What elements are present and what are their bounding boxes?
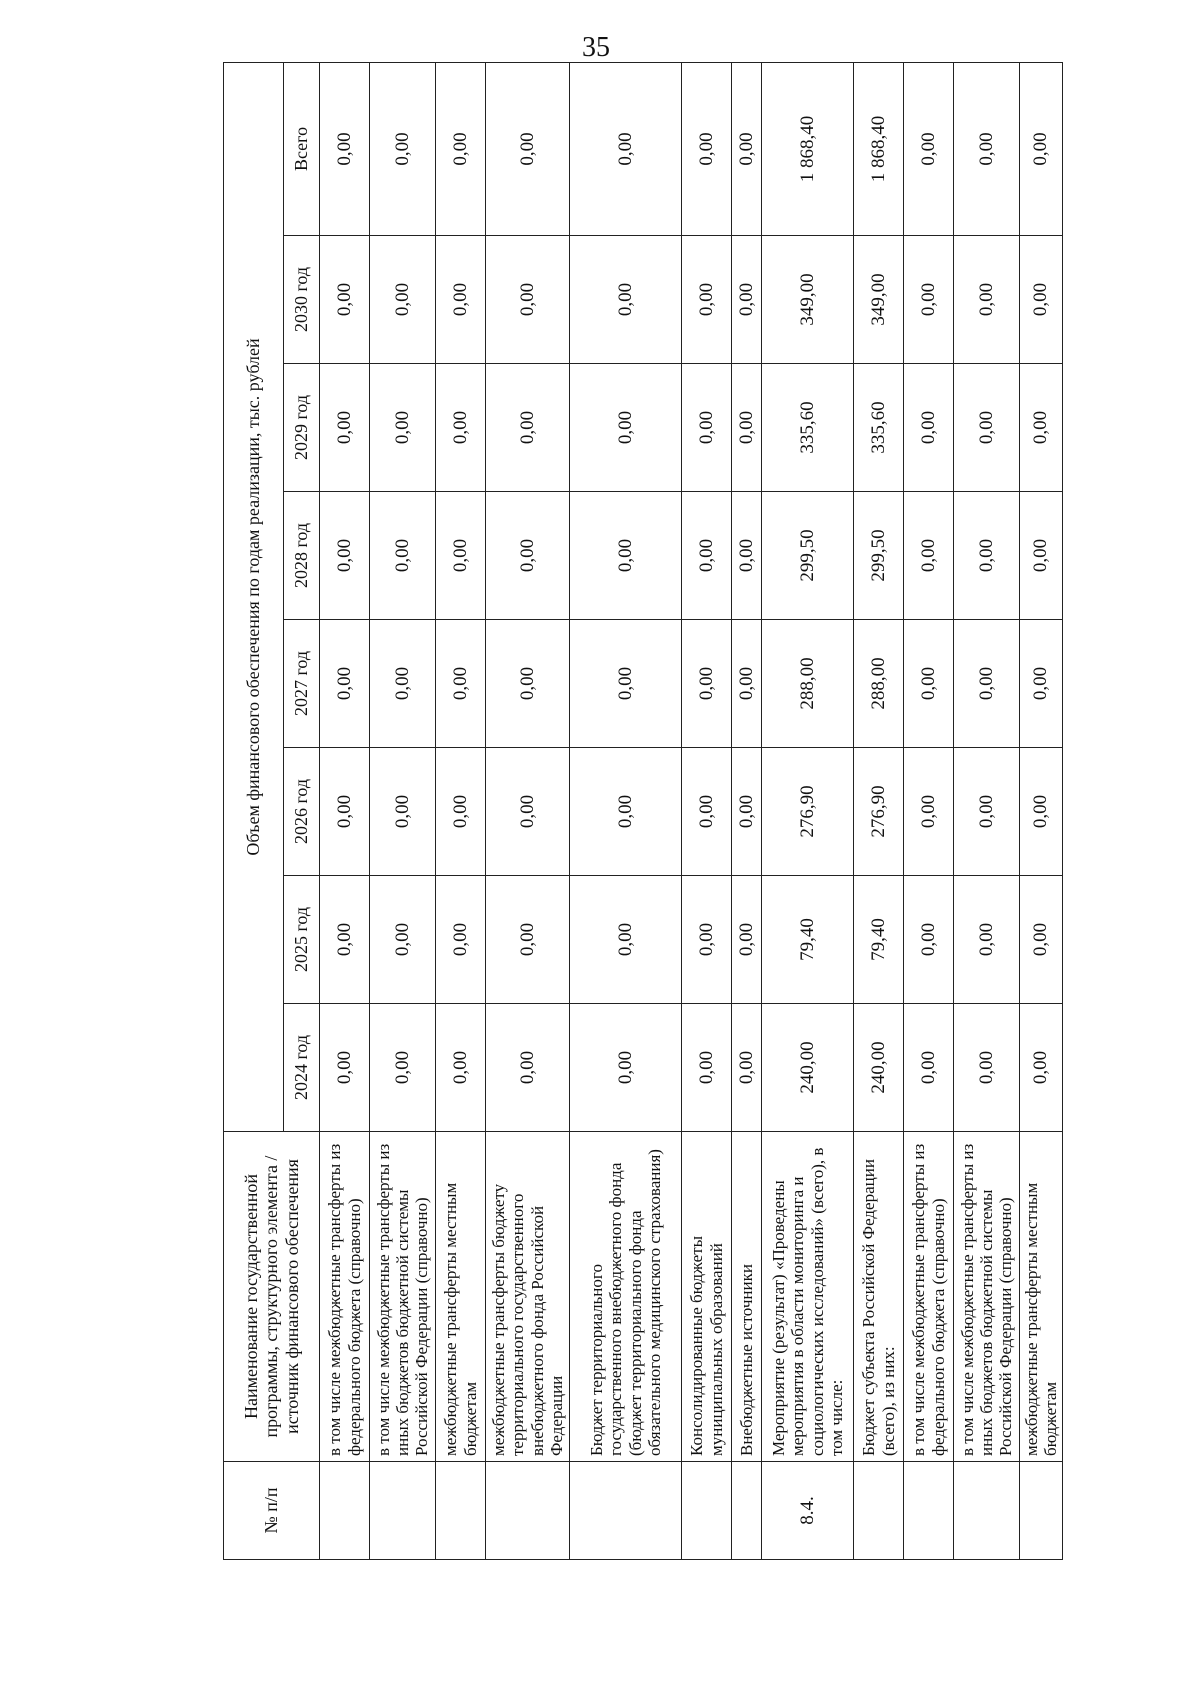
row-year-value: 0,00 bbox=[570, 620, 682, 748]
header-year-2029: 2029 год bbox=[284, 364, 320, 492]
row-number bbox=[1020, 1462, 1063, 1560]
row-year-value: 0,00 bbox=[436, 236, 486, 364]
row-year-value: 0,00 bbox=[370, 620, 436, 748]
row-year-value: 79,40 bbox=[762, 876, 854, 1004]
row-year-value: 0,00 bbox=[682, 236, 732, 364]
row-year-value: 299,50 bbox=[762, 492, 854, 620]
row-year-value: 335,60 bbox=[854, 364, 904, 492]
row-number bbox=[854, 1462, 904, 1560]
table-row bbox=[732, 62, 762, 1559]
row-source-name: Консолидированные бюджеты муниципальных образований bbox=[682, 1132, 732, 1462]
row-year-value: 0,00 bbox=[732, 748, 762, 876]
row-year-value: 0,00 bbox=[732, 620, 762, 748]
row-year-value: 0,00 bbox=[436, 492, 486, 620]
row-total-value: 0,00 bbox=[570, 62, 682, 235]
table-row bbox=[682, 62, 732, 1559]
row-year-value: 0,00 bbox=[320, 492, 370, 620]
row-number bbox=[370, 1462, 436, 1560]
row-year-value: 0,00 bbox=[904, 620, 954, 748]
row-year-value: 0,00 bbox=[486, 876, 570, 1004]
page-number: 35 bbox=[582, 32, 610, 63]
header-year-2026: 2026 год bbox=[284, 748, 320, 876]
row-year-value: 0,00 bbox=[682, 492, 732, 620]
row-year-value: 0,00 bbox=[486, 236, 570, 364]
table-row bbox=[370, 62, 436, 1559]
row-number bbox=[904, 1462, 954, 1560]
row-source-name: Мероприятие (результат) «Проведены мероприятия в области мониторинга и социологических исследований» (всего), в том числе: bbox=[762, 1132, 854, 1462]
header-year-2028: 2028 год bbox=[284, 492, 320, 620]
row-year-value: 0,00 bbox=[954, 492, 1020, 620]
row-year-value: 0,00 bbox=[1020, 1004, 1063, 1132]
row-year-value: 0,00 bbox=[486, 1004, 570, 1132]
row-year-value: 0,00 bbox=[1020, 236, 1063, 364]
row-year-value: 276,90 bbox=[762, 748, 854, 876]
row-total-value: 1 868,40 bbox=[854, 62, 904, 235]
row-year-value: 0,00 bbox=[570, 364, 682, 492]
table-body bbox=[320, 62, 1063, 1559]
table-row bbox=[570, 62, 682, 1559]
row-total-value: 0,00 bbox=[682, 62, 732, 235]
row-year-value: 0,00 bbox=[954, 876, 1020, 1004]
row-year-value: 0,00 bbox=[1020, 748, 1063, 876]
row-year-value: 0,00 bbox=[954, 364, 1020, 492]
row-year-value: 0,00 bbox=[320, 748, 370, 876]
row-year-value: 0,00 bbox=[732, 492, 762, 620]
row-year-value: 0,00 bbox=[904, 236, 954, 364]
table-row bbox=[954, 62, 1020, 1559]
row-source-name: межбюджетные трансферты местным бюджетам bbox=[436, 1132, 486, 1462]
row-year-value: 0,00 bbox=[904, 492, 954, 620]
table-row bbox=[436, 62, 486, 1559]
row-year-value: 0,00 bbox=[954, 620, 1020, 748]
row-year-value: 349,00 bbox=[854, 236, 904, 364]
table-row bbox=[762, 62, 854, 1559]
row-year-value: 0,00 bbox=[732, 236, 762, 364]
row-year-value: 0,00 bbox=[1020, 492, 1063, 620]
row-year-value: 0,00 bbox=[486, 492, 570, 620]
header-year-2027: 2027 год bbox=[284, 620, 320, 748]
row-year-value: 0,00 bbox=[1020, 364, 1063, 492]
row-year-value: 0,00 bbox=[436, 1004, 486, 1132]
row-source-name: в том числе межбюджетные трансферты из иных бюджетов бюджетной системы Российской Федерации (справочно) bbox=[370, 1132, 436, 1462]
row-year-value: 0,00 bbox=[904, 748, 954, 876]
row-year-value: 299,50 bbox=[854, 492, 904, 620]
row-year-value: 0,00 bbox=[682, 748, 732, 876]
row-year-value: 0,00 bbox=[732, 1004, 762, 1132]
row-total-value: 0,00 bbox=[370, 62, 436, 235]
row-year-value: 0,00 bbox=[1020, 620, 1063, 748]
row-year-value: 0,00 bbox=[320, 364, 370, 492]
row-year-value: 79,40 bbox=[854, 876, 904, 1004]
row-total-value: 0,00 bbox=[320, 62, 370, 235]
row-source-name: Бюджет субъекта Российской Федерации (всего), из них: bbox=[854, 1132, 904, 1462]
row-year-value: 240,00 bbox=[854, 1004, 904, 1132]
row-year-value: 0,00 bbox=[904, 1004, 954, 1132]
row-year-value: 335,60 bbox=[762, 364, 854, 492]
row-source-name: в том числе межбюджетные трансферты из иных бюджетов бюджетной системы Российской Федерации (справочно) bbox=[954, 1132, 1020, 1462]
row-year-value: 0,00 bbox=[732, 364, 762, 492]
row-year-value: 0,00 bbox=[570, 236, 682, 364]
row-year-value: 0,00 bbox=[682, 364, 732, 492]
row-year-value: 240,00 bbox=[762, 1004, 854, 1132]
row-year-value: 288,00 bbox=[854, 620, 904, 748]
row-number bbox=[486, 1462, 570, 1560]
row-source-name: в том числе межбюджетные трансферты из федерального бюджета (справочно) bbox=[904, 1132, 954, 1462]
row-year-value: 0,00 bbox=[570, 492, 682, 620]
header-name: Наименование государственной программы, структурного элемента / источник финансового обеспечения bbox=[224, 1132, 320, 1462]
row-year-value: 0,00 bbox=[954, 748, 1020, 876]
row-year-value: 0,00 bbox=[954, 236, 1020, 364]
row-year-value: 0,00 bbox=[570, 876, 682, 1004]
row-number bbox=[682, 1462, 732, 1560]
row-source-name: Внебюджетные источники bbox=[732, 1132, 762, 1462]
row-year-value: 0,00 bbox=[320, 620, 370, 748]
row-year-value: 0,00 bbox=[732, 876, 762, 1004]
table-row bbox=[1020, 62, 1063, 1559]
row-year-value: 0,00 bbox=[370, 748, 436, 876]
row-year-value: 0,00 bbox=[904, 364, 954, 492]
table-row bbox=[320, 62, 370, 1559]
row-year-value: 0,00 bbox=[954, 1004, 1020, 1132]
row-year-value: 0,00 bbox=[570, 748, 682, 876]
row-source-name: межбюджетные трансферты бюджету территориального государственного внебюджетного фонда Российской Федерации bbox=[486, 1132, 570, 1462]
row-source-name: в том числе межбюджетные трансферты из федерального бюджета (справочно) bbox=[320, 1132, 370, 1462]
table-row bbox=[854, 62, 904, 1559]
row-number bbox=[436, 1462, 486, 1560]
row-number bbox=[320, 1462, 370, 1560]
row-year-value: 0,00 bbox=[320, 876, 370, 1004]
row-number bbox=[954, 1462, 1020, 1560]
header-total: Всего bbox=[284, 62, 320, 235]
row-year-value: 0,00 bbox=[1020, 876, 1063, 1004]
row-year-value: 0,00 bbox=[682, 620, 732, 748]
header-year-2030: 2030 год bbox=[284, 236, 320, 364]
table-row bbox=[486, 62, 570, 1559]
row-year-value: 0,00 bbox=[904, 876, 954, 1004]
row-number bbox=[732, 1462, 762, 1560]
row-total-value: 0,00 bbox=[904, 62, 954, 235]
row-year-value: 349,00 bbox=[762, 236, 854, 364]
row-year-value: 0,00 bbox=[320, 236, 370, 364]
rotated-table-wrapper bbox=[223, 113, 1103, 1560]
row-number: 8.4. bbox=[762, 1462, 854, 1560]
header-year-2024: 2024 год bbox=[284, 1004, 320, 1132]
row-number bbox=[570, 1462, 682, 1560]
header-year-2025: 2025 год bbox=[284, 876, 320, 1004]
row-year-value: 0,00 bbox=[436, 876, 486, 1004]
row-year-value: 0,00 bbox=[436, 364, 486, 492]
row-year-value: 276,90 bbox=[854, 748, 904, 876]
row-year-value: 0,00 bbox=[370, 492, 436, 620]
financing-table bbox=[223, 62, 1063, 1560]
row-total-value: 0,00 bbox=[486, 62, 570, 235]
table-row bbox=[904, 62, 954, 1559]
row-source-name: Бюджет территориального государственного внебюджетного фонда (бюджет территориального фонда обязательного медицинского страхования) bbox=[570, 1132, 682, 1462]
row-year-value: 0,00 bbox=[370, 364, 436, 492]
row-year-value: 0,00 bbox=[320, 1004, 370, 1132]
row-year-value: 0,00 bbox=[486, 364, 570, 492]
row-year-value: 0,00 bbox=[682, 1004, 732, 1132]
row-year-value: 0,00 bbox=[370, 876, 436, 1004]
row-year-value: 0,00 bbox=[436, 748, 486, 876]
row-total-value: 0,00 bbox=[1020, 62, 1063, 235]
row-year-value: 0,00 bbox=[486, 748, 570, 876]
row-total-value: 0,00 bbox=[436, 62, 486, 235]
row-year-value: 0,00 bbox=[486, 620, 570, 748]
row-year-value: 0,00 bbox=[436, 620, 486, 748]
row-total-value: 1 868,40 bbox=[762, 62, 854, 235]
row-year-value: 288,00 bbox=[762, 620, 854, 748]
row-year-value: 0,00 bbox=[570, 1004, 682, 1132]
row-year-value: 0,00 bbox=[682, 876, 732, 1004]
row-total-value: 0,00 bbox=[954, 62, 1020, 235]
row-total-value: 0,00 bbox=[732, 62, 762, 235]
row-source-name: межбюджетные трансферты местным бюджетам bbox=[1020, 1132, 1063, 1462]
header-group: Объем финансового обеспечения по годам реализации, тыс. рублей bbox=[224, 62, 284, 1131]
header-num: № п/п bbox=[224, 1462, 320, 1560]
row-year-value: 0,00 bbox=[370, 1004, 436, 1132]
row-year-value: 0,00 bbox=[370, 236, 436, 364]
